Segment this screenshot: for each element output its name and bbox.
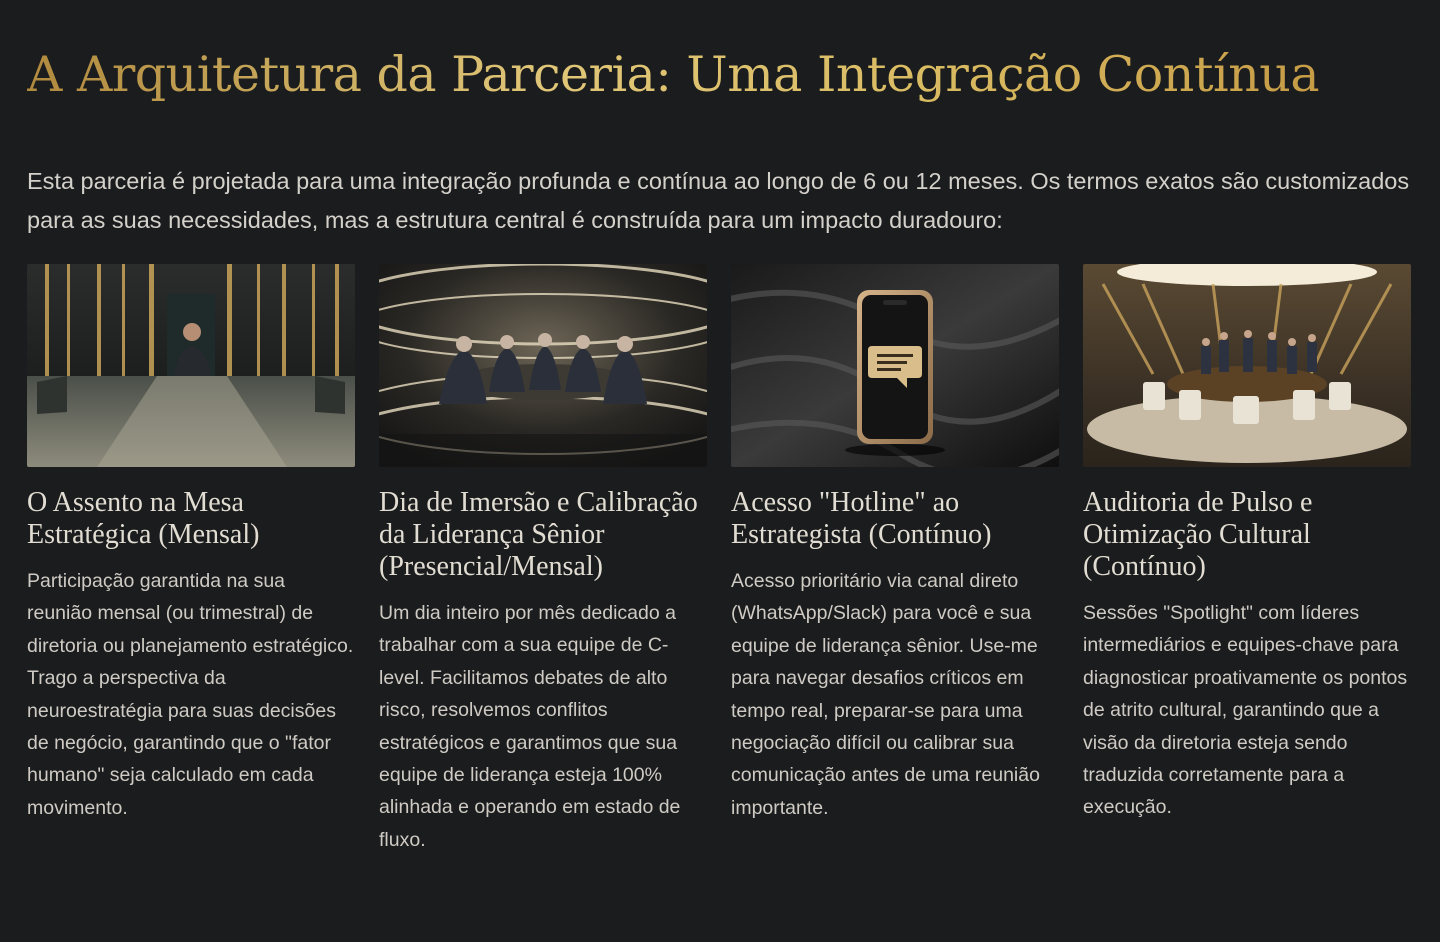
art-deco-meeting-image bbox=[1083, 264, 1411, 467]
feature-card-immersion-day bbox=[379, 264, 707, 856]
feature-card-strategic-seat bbox=[27, 264, 355, 856]
feature-card-hotline bbox=[731, 264, 1059, 856]
feature-card-culture-audit bbox=[1083, 264, 1411, 856]
intro-paragraph: Esta parceria é projetada para uma integração profunda e contínua ao longo de 6 ou 12 meses. Os termos exatos são customizados para as suas necessidades, mas a estrutura central é construída para um impacto duradouro: bbox=[27, 168, 1410, 233]
leadership-round-table-image bbox=[379, 264, 707, 467]
card-title: Acesso "Hotline" ao Estrategista (Contínuo) bbox=[731, 487, 992, 550]
card-description: Um dia inteiro por mês dedicado a trabalhar com a sua equipe de C-level. Facilitamos debates de alto risco, resolvemos conflitos estratégicos e garantimos que sua equipe de liderança esteja 100% alinhada e operando em estado de fluxo. bbox=[379, 602, 681, 851]
card-description: Acesso prioritário via canal direto (WhatsApp/Slack) para você e sua equipe de liderança sênior. Use-me para navegar desafios críticos em tempo real, preparar-se para uma negociação difícil ou calibrar sua comunicação antes de uma reunião importante. bbox=[731, 570, 1040, 819]
feature-cards bbox=[27, 264, 1413, 856]
card-description: Participação garantida na sua reunião mensal (ou trimestral) de diretoria ou planejamento estratégico. Trago a perspectiva da neuroestratégia para suas decisões de negócio, garantindo que o "fator humano" seja calculado em cada movimento. bbox=[27, 570, 354, 819]
page-title: A Arquitetura da Parceria: Uma Integração Contínua bbox=[27, 46, 1320, 103]
card-title: O Assento na Mesa Estratégica (Mensal) bbox=[27, 487, 260, 550]
boardroom-executive-image bbox=[27, 264, 355, 467]
card-title: Auditoria de Pulso e Otimização Cultural (Contínuo) bbox=[1083, 487, 1313, 582]
card-description: Sessões "Spotlight" com líderes intermediários e equipes-chave para diagnosticar proativamente os pontos de atrito cultural, garantindo que a visão da diretoria esteja sendo traduzida corretamente para a execução. bbox=[1083, 602, 1408, 819]
card-title: Dia de Imersão e Calibração da Liderança Sênior (Presencial/Mensal) bbox=[379, 487, 698, 582]
smartphone-chat-image bbox=[731, 264, 1059, 467]
